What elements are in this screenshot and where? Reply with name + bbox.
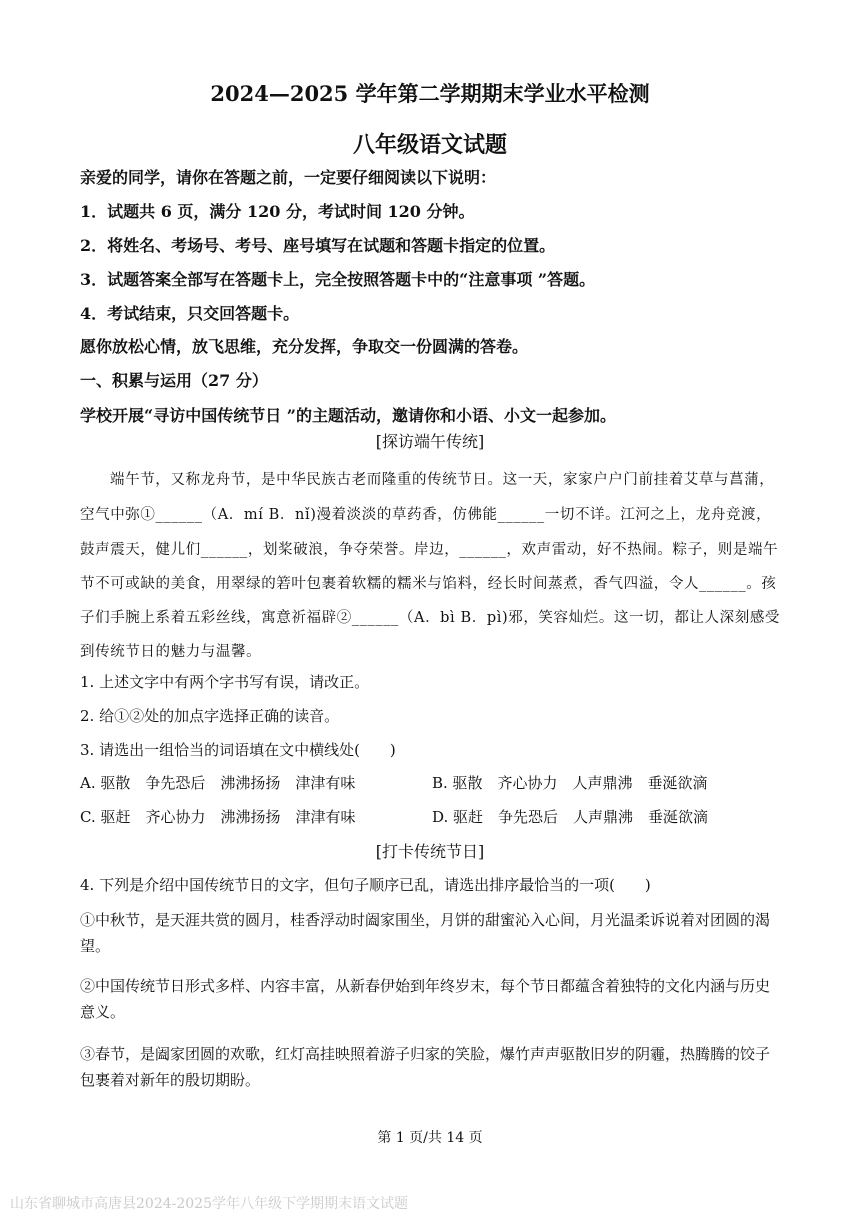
passage-line-1: 端午节，又称龙舟节，是中华民族古老而隆重的传统节日。这一天，家家户户门前挂着艾草与菖蒲， <box>110 472 775 488</box>
passage-line-2: 空气中弥①______（A．mí B．nǐ)漫着淡淡的草药香，仿佛能______一切不详。江河之上，龙舟竞渡， <box>80 507 772 523</box>
q4-item-2-line-1: ②中国传统节日形式多样、内容丰富，从新春伊始到年终岁末，每个节日都蕴含着独特的文化内涵与历史 <box>80 977 771 995</box>
option-a: A. 驱散 争先恐后 沸沸扬扬 津津有味 <box>80 774 356 792</box>
question-2: 2. 给①②处的加点字选择正确的读音。 <box>80 707 340 725</box>
q4-item-1-line-1: ①中秋节，是天涯共赏的圆月，桂香浮动时阖家围坐，月饼的甜蜜沁入心间，月光温柔诉说着对团圆的渴 <box>80 911 771 929</box>
passage-line-3: 鼓声震天，健儿们______，划桨破浪，争夺荣誉。岸边，______，欢声雷动，好不热闹。粽子，则是端午 <box>80 542 779 558</box>
passage-line-5: 子们手腕上系着五彩丝线，寓意祈福辟②______（A．bì B．pì)邪，笑容灿烂。这一切，都让人深刻感受 <box>80 610 781 626</box>
section-heading-duanwu: [探访端午传统] <box>375 432 485 451</box>
notice-item-4: 4．考试结束，只交回答题卡。 <box>80 304 300 323</box>
notice-wish: 愿你放松心情，放飞思维，充分发挥，争取交一份圆满的答卷。 <box>80 337 529 356</box>
page-footer: 第 1 页/共 14 页 <box>377 1130 483 1146</box>
passage-line-6: 到传统节日的魅力与温馨。 <box>80 644 262 660</box>
exam-subtitle: 八年级语文试题 <box>352 132 507 158</box>
q4-item-3-line-2: 包裹着对新年的殷切期盼。 <box>80 1071 261 1089</box>
source-watermark: 山东省聊城市高唐县2024-2025学年八年级下学期期末语文试题 <box>10 1196 408 1212</box>
notice-intro: 亲爱的同学，请你在答题之前，一定要仔细阅读以下说明： <box>80 168 497 187</box>
section-heading-checkin: [打卡传统节日] <box>375 842 485 861</box>
exam-title: 2024—2025 学年第二学期期末学业水平检测 <box>210 81 650 106</box>
activity-intro: 学校开展“寻访中国传统节日 ”的主题活动，邀请你和小语、小文一起参加。 <box>80 406 616 425</box>
question-1: 1. 上述文字中有两个字书写有误，请改正。 <box>80 673 370 691</box>
q4-item-1-line-2: 望。 <box>80 937 111 955</box>
question-4: 4. 下列是介绍中国传统节日的文字，但句子顺序已乱，请选出排序最恰当的一项( ) <box>80 876 651 894</box>
option-c: C. 驱赶 齐心协力 沸沸扬扬 津津有味 <box>80 808 356 826</box>
part1-heading: 一、积累与运用（27 分） <box>80 371 268 390</box>
passage-line-4: 节不可或缺的美食，用翠绿的箬叶包裹着软糯的糯米与馅料，经长时间蒸煮，香气四溢，令人______。孩 <box>80 576 777 592</box>
q4-item-2-line-2: 意义。 <box>80 1003 126 1021</box>
notice-item-2: 2．将姓名、考场号、考号、座号填写在试题和答题卡指定的位置。 <box>80 236 556 255</box>
option-d: D. 驱赶 争先恐后 人声鼎沸 垂涎欲滴 <box>432 808 709 826</box>
option-b: B. 驱散 齐心协力 人声鼎沸 垂涎欲滴 <box>432 774 708 792</box>
q4-item-3-line-1: ③春节，是阖家团圆的欢歌，红灯高挂映照着游子归家的笑脸，爆竹声声驱散旧岁的阴霾，热腾腾的饺子 <box>80 1045 771 1063</box>
notice-item-3: 3．试题答案全部写在答题卡上，完全按照答题卡中的“注意事项 ”答题。 <box>80 270 596 289</box>
notice-item-1: 1．试题共 6 页，满分 120 分，考试时间 120 分钟。 <box>80 202 475 221</box>
question-3: 3. 请选出一组恰当的词语填在文中横线处( ) <box>80 741 396 759</box>
